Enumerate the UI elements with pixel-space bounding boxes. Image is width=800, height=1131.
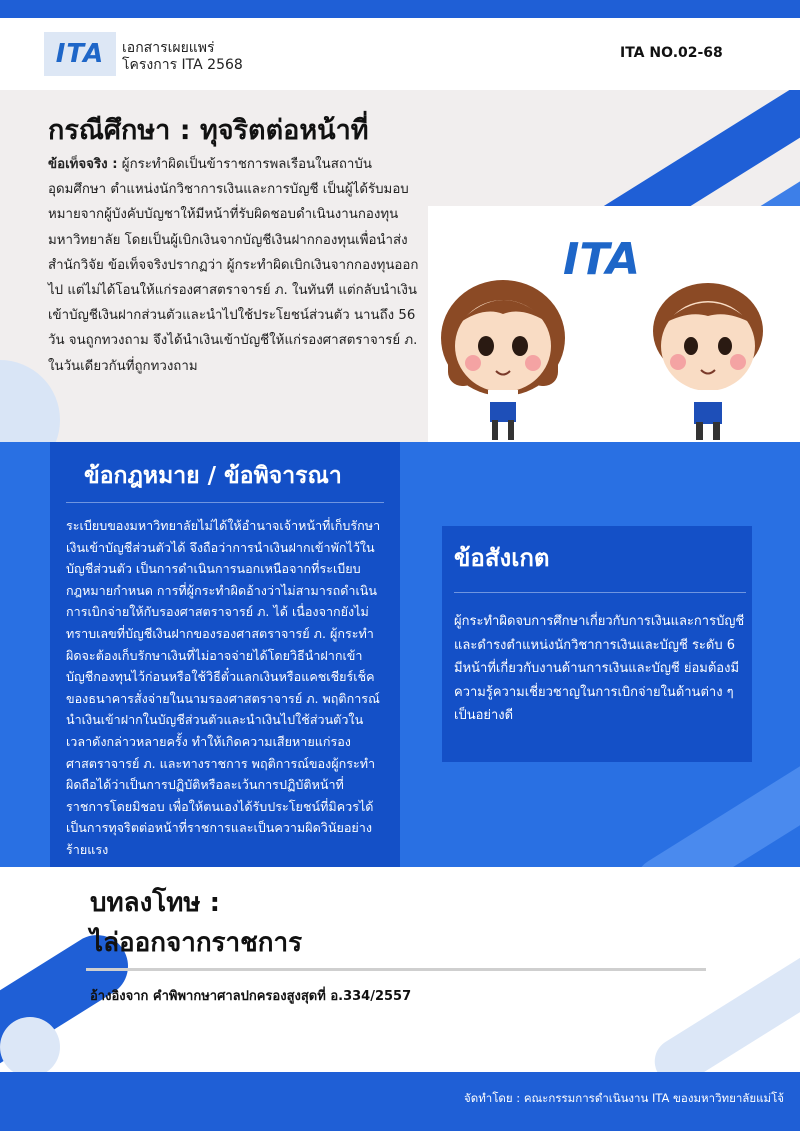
header-line-2: โครงการ ITA 2568 (122, 57, 243, 73)
ita-logo (44, 32, 116, 76)
illustration-logo-text: ITA (563, 234, 641, 285)
deco-pill-bottom-right (646, 927, 800, 1072)
penalty-value: ไล่ออกจากราชการ (90, 928, 303, 958)
observation-title: ข้อสังเกต (454, 544, 550, 572)
reference-text: อ้างอิงจาก คำพิพากษาศาลปกครองสูงสุดที่ อ.334/2557 (90, 989, 412, 1004)
observation-divider (454, 592, 746, 593)
law-divider (66, 502, 384, 503)
character-boy (653, 283, 763, 440)
top-bar (0, 0, 800, 18)
observation-text: ผู้กระทำผิดจบการศึกษาเกี่ยวกับการเงินและการบัญชี และดำรงตำแหน่งนักวิชาการเงินและบัญชี ระดับ 6 มีหน้าที่เกี่ยวกับงานด้านการเงินและบัญชี ย่อมต้องมีความรู้ความเชี่ยวชาญในการเบิกจ่ายในด้านต่าง ๆ เป็นอย่างดี (454, 614, 745, 723)
fact-label: ข้อเท็จจริง : (48, 157, 118, 172)
penalty-divider (86, 968, 706, 971)
document-number: ITA NO.02-68 (620, 45, 723, 61)
header-line-1: เอกสารเผยแพร่ (122, 40, 215, 56)
case-title: กรณีศึกษา : ทุจริตต่อหน้าที่ (48, 115, 369, 146)
fact-text: ผู้กระทำผิดเป็นข้าราชการพลเรือนในสถาบันอุดมศึกษา ตำแหน่งนักวิชาการเงินและการบัญชี เป็นผู้ได้รับมอบหมายจากผู้บังคับบัญชาให้มีหน้าที่รับผิดชอบดำเนินงานกองทุนมหาวิทยาลัย โดยเป็นผู้เบิกเงินจากบัญชีเงินฝากกองทุนเพื่อนำส่งสำนักวิจัย ข้อเท็จจริงปรากฏว่า ผู้กระทำผิดเบิกเงินจากกองทุนออกไป แต่ไม่ได้โอนให้แก่รองศาสตราจารย์ ภ. ในทันที แต่กลับนำเงินเข้าบัญชีเงินฝากส่วนตัวและนำไปใช้ประโยชน์ส่วนตัว นานถึง 56 วัน จนถูกทวงถาม จึงได้นำเงินเข้าบัญชีให้แก่รองศาสตราจารย์ ภ. ในวันเดียวกันที่ถูกทวงถาม (48, 157, 419, 374)
illustration-characters (428, 206, 800, 444)
fact-paragraph (48, 152, 428, 379)
law-text: ระเบียบของมหาวิทยาลัยไม่ได้ให้อำนาจเจ้าหน้าที่เก็บรักษาเงินเข้าบัญชีส่วนตัวได้ จึงถือว่าการนำเงินฝากเข้าพักไว้ในบัญชีส่วนตัว เป็นการดำเนินการนอกเหนือจากที่ระเบียบกฎหมายกำหนด การที่ผู้กระทำผิดอ้างว่าไม่สามารถดำเนินการเบิกจ่ายให้กับรองศาสตราจารย์ ภ. ได้ เนื่องจากยังไม่ทราบเลขที่บัญชีเงินฝากของรองศาสตราจารย์ ภ. ผู้กระทำผิดจะต้องเก็บรักษาเงินที่ไม่อาจจ่ายได้โดยวิธีนำฝากเข้าบัญชีกองทุนไว้ก่อนหรือใช้วิธีตั๋วแลกเงินหรือแคชเชียร์เช็คของธนาคารสั่งจ่ายในนามรองศาสตราจารย์ ภ. พฤติการณ์นำเงินเข้าฝากในบัญชีส่วนตัวและนำเงินไปใช้ส่วนตัวในเวลาดังกล่าวหลายครั้ง ทำให้เกิดความเสียหายแก่รองศาสตราจารย์ ภ. และทางราชการ พฤติการณ์ของผู้กระทำผิดถือได้ว่าเป็นการปฏิบัติหรือละเว้นการปฏิบัติหน้าที่ราชการโดยมิชอบ เพื่อให้ตนเองได้รับประโยชน์ที่มิควรได้ เป็นการทุจริตต่อหน้าที่ราชการและเป็นความผิดวินัยอย่างร้ายแรง (66, 518, 381, 857)
law-title: ข้อกฎหมาย / ข้อพิจารณา (84, 463, 342, 489)
ita-logo-text: ITA (55, 39, 105, 69)
character-girl (441, 280, 565, 440)
footer-credit: จัดทำโดย : คณะกรรมการดำเนินงาน ITA ของมหาวิทยาลัยแม่โจ้ (464, 1091, 784, 1105)
penalty-heading: บทลงโทษ : (90, 888, 220, 918)
